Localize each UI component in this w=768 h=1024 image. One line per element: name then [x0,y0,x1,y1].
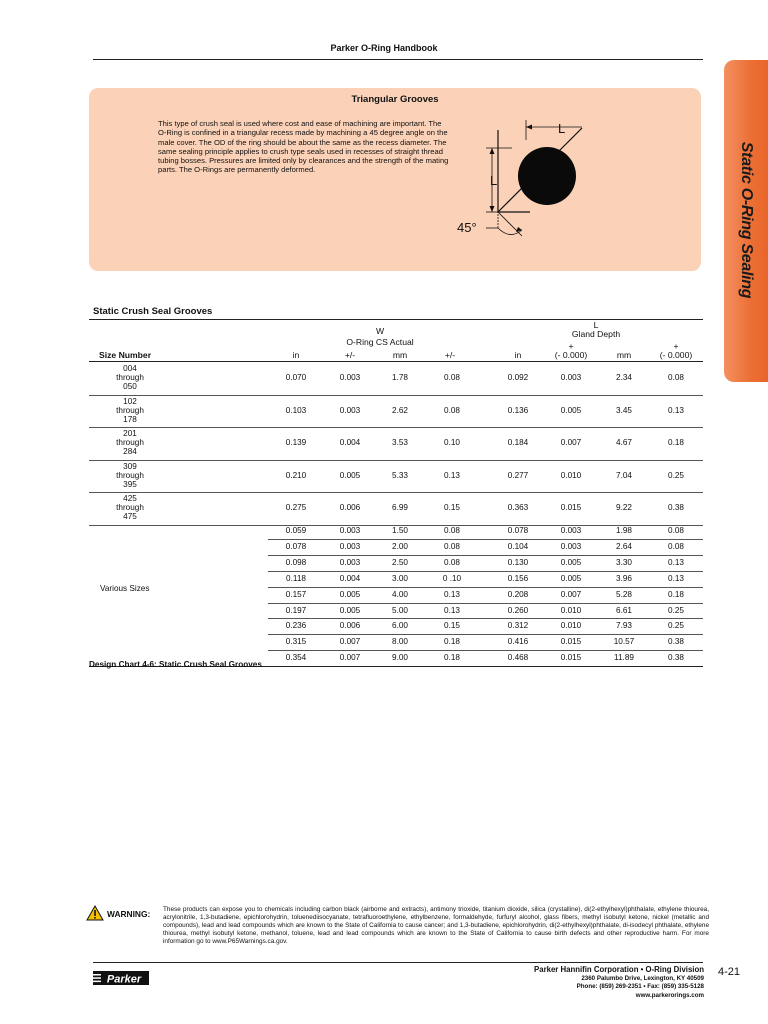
cell-w-in: 0.210 [285,470,307,480]
cell-l-in: 0.184 [507,438,529,447]
header-l-mm: mm [616,350,632,360]
triangular-grooves-panel [89,88,701,271]
cell-w-mm: 2.62 [392,405,408,415]
cell-w-tol-in: 0.005 [339,605,361,615]
row-divider [268,618,703,619]
cell-l-mm: 2.34 [616,373,632,382]
cell-w-in: 0.236 [285,621,307,631]
cell-w-tol-in: 0.003 [339,405,361,415]
cell-l-tol-in: 0.007 [560,589,582,599]
cell-l-in: 0.260 [507,605,529,615]
cell-w-tol-mm: 0.08 [444,405,460,415]
corporation-phone-fax: Phone: (859) 269-2351 • Fax: (859) 335-5128 [576,983,704,991]
cell-w-in: 0.103 [285,405,307,415]
cell-l-in: 0.277 [507,470,529,480]
size-range-from: 309 [123,461,137,471]
header-w-title: O-Ring CS Actual [346,337,414,347]
row-divider [268,555,703,556]
cell-l-mm: 10.57 [613,637,635,647]
warning-text: These products can expose you to chemicals including carbon black (airborne and extracts), antimony trioxide, titanium dioxide, silica (crystalline), di(2-ethylhexyl)phthalate, ethylene thiourea, acrylonitrile, 1,3-butadiene, epichlorohydrin, toluenediisocyanate, tetrafluoroethylene, ethylbenzene, formaldehyde, furfuryl alcohol, glass fibers, methyl isobutyl ketone, nickel (metallic and compounds), lead and lead compounds which are known to the State of California to cause cancer; and 1,3-butadiene, epichlorohydrin, di(2-ethylhexyl)phthalate, di-isodecyl phthalate, ethylene thiourea, methyl isobutyl ketone, methanol, toluene, lead and lead compounds which are known to the State of California to cause birth defects and other reproductive harm. For more information go to www.P65Warnings.ca.gov. [163,906,709,946]
cell-w-in: 0.315 [285,637,307,647]
cell-w-mm: 9.00 [392,653,408,663]
header-size-number: Size Number [99,350,152,360]
cell-w-mm: 8.00 [392,637,408,647]
cell-w-in: 0.070 [285,373,307,382]
cell-w-tol-in: 0.006 [339,503,361,512]
cell-l-tol-in: 0.005 [560,557,582,567]
header-l-in: in [514,350,522,360]
cell-l-tol-mm: 0.38 [668,503,684,512]
cell-l-tol-mm: 0.38 [668,653,684,663]
side-dimension-arrow-top [490,148,495,154]
cell-w-tol-mm: 0.08 [444,373,460,382]
size-range-through: through [116,373,144,382]
row-divider [268,603,703,604]
corporation-address: 2360 Palumbo Drive, Lexington, KY 40509 [581,975,704,982]
cell-w-in: 0.098 [285,557,307,567]
cell-w-tol-mm: 0.15 [444,503,460,512]
size-range-through: through [116,405,144,415]
cell-w-tol-mm: 0.13 [444,605,460,615]
header-bottom-rule [89,361,703,362]
cell-l-mm: 5.28 [616,589,632,599]
cell-l-in: 0.363 [507,503,529,512]
cell-l-tol-mm: 0.08 [668,526,684,535]
cell-l-tol-mm: 0.38 [668,637,684,647]
size-range-cell [95,364,165,391]
cell-w-mm: 2.50 [392,557,408,567]
size-range-from: 102 [123,396,137,406]
cell-w-tol-mm: 0.13 [444,470,460,480]
cell-l-tol-in: 0.010 [560,605,582,615]
cell-w-in: 0.157 [285,589,307,599]
cell-w-mm: 1.78 [392,373,408,382]
warning-icon [86,905,104,921]
cell-w-in: 0.275 [285,503,307,512]
row-divider [89,395,703,396]
cell-w-mm: 3.53 [392,438,408,447]
page-header-title: Parker O-Ring Handbook [330,43,438,53]
cell-w-tol-in: 0.003 [339,373,361,382]
cell-l-mm: 3.30 [616,557,632,567]
cell-w-mm: 3.00 [392,573,408,583]
size-range-through: through [116,503,144,512]
cell-w-in: 0.139 [285,438,307,447]
cell-l-tol-mm: 0.13 [668,557,684,567]
cell-l-mm: 9.22 [616,503,632,512]
cell-l-tol-in: 0.010 [560,470,582,480]
o-ring-cross-section [518,147,576,205]
cell-l-tol-mm: 0.18 [668,438,684,447]
header-w-mm: mm [392,350,408,360]
cell-l-mm: 6.61 [616,605,632,615]
cell-w-tol-mm: 0.08 [444,541,460,551]
size-range-cell [95,494,165,521]
size-range-from: 201 [123,429,137,438]
cell-l-in: 0.130 [507,557,529,567]
cell-l-in: 0.312 [507,621,529,631]
cell-l-in: 0.104 [507,541,529,551]
triangular-grooves-description: This type of crush seal is used where cost and ease of machining are important. The O-Ring is confined in a triangular recess made by machining a 45 degree angle on the male cover. The OD of the ring should be about the same as the recess diameter. The same sealing principle applies to crush type seals used in recesses of straight thread tubing bosses. Pressures are limited only by clearances and the strength of the mating parts. The O-Rings are permanently deformed. [158,119,449,175]
cell-l-tol-in: 0.005 [560,573,582,583]
header-w-in: in [292,350,300,360]
size-range-cell [95,397,165,424]
cell-l-tol-in: 0.010 [560,621,582,631]
row-divider [89,460,703,461]
header-plus-1: + [568,341,574,351]
size-range-to: 284 [123,447,137,456]
triangular-grooves-title: Triangular Grooves [351,94,439,105]
cell-w-tol-in: 0.005 [339,470,361,480]
cell-w-mm: 6.99 [392,503,408,512]
cell-w-mm: 4.00 [392,589,408,599]
cell-l-mm: 2.64 [616,541,632,551]
cell-w-tol-mm: 0.15 [444,621,460,631]
parker-logo [93,969,149,987]
cell-w-tol-mm: 0.18 [444,653,460,663]
header-plus-2: + [673,341,679,351]
cell-l-in: 0.468 [507,653,529,663]
cell-l-in: 0.136 [507,405,529,415]
cell-l-mm: 11.89 [614,653,634,663]
cell-l-tol-mm: 0.13 [668,573,684,583]
cell-l-mm: 7.04 [616,470,632,480]
cell-l-tol-mm: 0.13 [668,405,684,415]
cell-l-mm: 3.45 [616,405,632,415]
cell-l-tol-mm: 0.25 [668,621,684,631]
cell-w-tol-in: 0.004 [339,438,361,447]
various-sizes-label: Various Sizes [100,584,150,593]
row-divider [89,492,703,493]
page-number: 4-21 [718,966,741,978]
corporation-website: www.parkerorings.com [635,991,704,999]
top-dimension-label: L [558,121,566,136]
cell-l-mm: 3.96 [616,573,632,583]
triangular-groove-diagram [452,112,592,252]
cell-l-in: 0.092 [507,373,529,382]
row-divider [268,587,703,588]
cell-w-in: 0.059 [285,526,307,535]
cell-l-tol-in: 0.015 [560,637,582,647]
cell-l-tol-in: 0.003 [560,526,582,535]
chart-caption: Design Chart 4-6: Static Crush Seal Grooves [89,660,262,669]
size-range-from: 425 [123,494,137,503]
header-w-tol-in: +/- [344,350,356,360]
row-divider [268,571,703,572]
cell-w-tol-in: 0.005 [339,589,361,599]
cell-l-tol-in: 0.003 [560,373,582,382]
cell-l-in: 0.208 [507,589,529,599]
size-range-from: 004 [123,364,137,373]
cell-w-mm: 5.00 [392,605,408,615]
cell-l-tol-in: 0.015 [560,653,582,663]
cell-l-tol-in: 0.003 [560,541,582,551]
cell-l-tol-in: 0.005 [560,405,582,415]
corporate-contact-block [420,965,704,1000]
size-range-to: 475 [123,512,137,521]
row-divider [268,634,703,635]
top-dimension-arrow [526,125,532,130]
size-range-through: through [116,438,144,447]
row-divider [268,650,703,651]
cell-l-tol-in: 0.015 [560,503,582,512]
header-w-tol-mm: +/- [444,350,456,360]
size-range-to: 050 [123,382,137,391]
cell-l-tol-mm: 0.25 [668,470,684,480]
header-l-tol-mm: (- 0.000) [659,350,693,360]
footer-divider [93,962,703,963]
cell-w-tol-mm: 0 .10 [442,573,462,583]
size-range-to: 395 [123,479,137,489]
cell-l-in: 0.416 [507,637,529,647]
cell-l-in: 0.078 [507,526,529,535]
cell-w-tol-in: 0.007 [339,637,361,647]
cell-w-mm: 2.00 [392,541,408,551]
cell-w-tol-in: 0.003 [339,526,361,535]
header-divider [93,59,703,60]
cell-w-tol-in: 0.004 [339,573,361,583]
size-range-through: through [116,470,144,480]
cell-w-in: 0.354 [285,653,307,663]
cell-l-tol-in: 0.007 [560,438,582,447]
cell-w-tol-mm: 0.18 [444,637,460,647]
row-divider [89,427,703,428]
cell-l-tol-mm: 0.25 [668,605,684,615]
header-l-letter: L [593,320,599,330]
side-dimension-label: L [490,173,498,188]
angle-label: 45° [457,220,477,235]
warning-label: WARNING: [107,909,151,919]
side-dimension-arrow-bottom [490,206,495,212]
cell-w-mm: 6.00 [392,621,408,631]
corporation-name: Parker Hannifin Corporation • O-Ring Division [534,965,704,974]
cell-w-tol-mm: 0.10 [444,438,460,447]
cell-l-tol-mm: 0.08 [668,373,684,382]
cell-l-tol-mm: 0.08 [668,541,684,551]
cell-w-in: 0.197 [285,605,307,615]
size-range-to: 178 [123,414,137,424]
cell-w-tol-in: 0.006 [339,621,361,631]
size-range-cell [95,429,165,456]
section-side-tab-label: Static O-Ring Sealing [738,141,755,299]
cell-l-mm: 1.98 [616,526,632,535]
cell-w-tol-in: 0.003 [339,541,361,551]
header-l-title: Gland Depth [571,329,621,339]
header-l-tol-in: (- 0.000) [554,350,588,360]
parker-logo-text: Parker [106,973,142,986]
cell-l-tol-mm: 0.18 [668,589,684,599]
cell-w-tol-in: 0.003 [339,557,361,567]
size-range-cell [95,462,165,489]
cell-w-in: 0.118 [286,573,306,583]
cell-w-tol-mm: 0.13 [444,589,460,599]
cell-w-tol-in: 0.007 [339,653,361,663]
cell-w-mm: 1.50 [392,526,408,535]
cell-l-mm: 7.93 [616,621,632,631]
header-w-letter: W [375,326,385,336]
cell-w-in: 0.078 [285,541,307,551]
row-divider [268,539,703,540]
table-section-title: Static Crush Seal Grooves [93,306,213,317]
cell-l-in: 0.156 [507,573,529,583]
cell-w-mm: 5.33 [392,470,408,480]
angle-extension-line [498,212,522,236]
cell-l-mm: 4.67 [616,438,632,447]
cell-w-tol-mm: 0.08 [444,557,460,567]
cell-w-tol-mm: 0.08 [444,526,460,535]
